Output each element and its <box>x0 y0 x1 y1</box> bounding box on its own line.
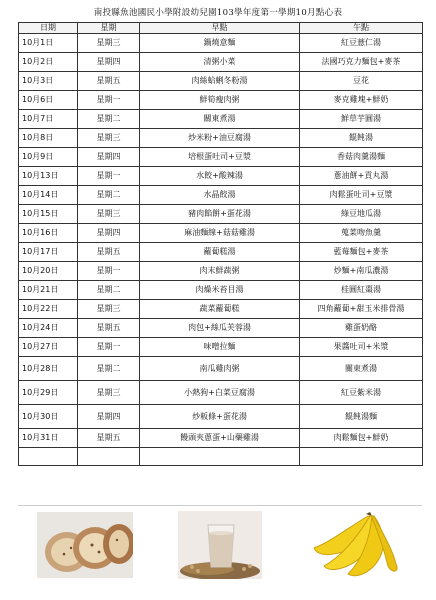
table-row <box>19 300 423 319</box>
afternoon-snack-cell: 紅豆紫米湯 <box>300 381 423 405</box>
table-row <box>19 224 423 243</box>
table-row <box>19 129 423 148</box>
morning-snack-cell: 蘿蔔糕湯 <box>140 243 300 262</box>
afternoon-snack-cell: 香菇肉羹湯麵 <box>300 148 423 167</box>
date-cell: 10月6日 <box>19 91 78 110</box>
weekday-cell: 星期五 <box>78 72 140 91</box>
menu-title: 南投縣魚池國民小學附設幼兒園103學年度第一學期10月點心表 <box>93 8 343 18</box>
morning-snack-cell: 水餃+酸辣湯 <box>140 167 300 186</box>
afternoon-snack-cell: 蔥油餅+貢丸湯 <box>300 167 423 186</box>
afternoon-snack-cell: 桂圓紅棗湯 <box>300 281 423 300</box>
afternoon-snack-cell: 肉鬆麵包+鮮奶 <box>300 429 423 448</box>
morning-snack-cell: 小熱狗+白菜豆腐湯 <box>140 381 300 405</box>
banana-photo <box>287 506 422 583</box>
morning-snack-cell: 炒米粉+油豆腐湯 <box>140 129 300 148</box>
snack-menu-table <box>18 22 423 466</box>
weekday-cell: 星期一 <box>78 91 140 110</box>
table-row <box>19 381 423 405</box>
table-row <box>19 148 423 167</box>
afternoon-snack-cell: 藍莓麵包+麥茶 <box>300 243 423 262</box>
table-row <box>19 205 423 224</box>
afternoon-snack-cell: 四角蘿蔔+甜玉米排骨湯 <box>300 300 423 319</box>
weekday-cell: 星期五 <box>78 429 140 448</box>
table-row <box>19 338 423 357</box>
weekday-cell: 星期三 <box>78 205 140 224</box>
afternoon-snack-cell: 鮮草芋圓湯 <box>300 110 423 129</box>
afternoon-snack-cell: 法國巧克力麵包+麥茶 <box>300 53 423 72</box>
weekday-cell: 星期四 <box>78 53 140 72</box>
afternoon-snack-cell: 關東煮湯 <box>300 357 423 381</box>
morning-snack-cell: 肉絲蛤蜊冬粉湯 <box>140 72 300 91</box>
header-date: 日期 <box>19 23 78 34</box>
afternoon-snack-cell: 紅豆薏仁湯 <box>300 34 423 53</box>
table-row <box>19 429 423 448</box>
date-cell: 10月14日 <box>19 186 78 205</box>
date-cell: 10月15日 <box>19 205 78 224</box>
date-cell: 10月22日 <box>19 300 78 319</box>
date-cell: 10月3日 <box>19 72 78 91</box>
weekday-cell: 星期二 <box>78 357 140 381</box>
table-row <box>19 186 423 205</box>
soy-milk-photo <box>153 506 288 583</box>
date-cell: 10月31日 <box>19 429 78 448</box>
weekday-cell: 星期四 <box>78 405 140 429</box>
morning-snack-cell: 肉末鮮蔬粥 <box>140 262 300 281</box>
afternoon-snack-cell: 餛飩湯麵 <box>300 405 423 429</box>
afternoon-snack-cell: 果醬吐司+米漿 <box>300 338 423 357</box>
weekday-cell: 星期五 <box>78 319 140 338</box>
table-row <box>19 405 423 429</box>
food-photo-strip <box>18 505 422 583</box>
empty-cell <box>300 448 423 466</box>
bread-photo <box>18 506 153 583</box>
empty-cell <box>78 448 140 466</box>
afternoon-snack-cell: 蒐菜吻魚羹 <box>300 224 423 243</box>
morning-snack-cell: 鮮筍瘦肉粥 <box>140 91 300 110</box>
table-row <box>19 262 423 281</box>
header-weekday: 星期 <box>78 23 140 34</box>
morning-snack-cell: 炒粄條+蛋花湯 <box>140 405 300 429</box>
morning-snack-cell: 培根蛋吐司+豆漿 <box>140 148 300 167</box>
morning-snack-cell: 味噌拉麵 <box>140 338 300 357</box>
weekday-cell: 星期四 <box>78 148 140 167</box>
morning-snack-cell: 肉燥米苔目湯 <box>140 281 300 300</box>
afternoon-snack-cell: 雞蛋奶酪 <box>300 319 423 338</box>
date-cell: 10月28日 <box>19 357 78 381</box>
table-row <box>19 110 423 129</box>
table-row <box>19 91 423 110</box>
date-cell: 10月2日 <box>19 53 78 72</box>
weekday-cell: 星期二 <box>78 281 140 300</box>
date-cell: 10月24日 <box>19 319 78 338</box>
empty-row <box>19 448 423 466</box>
morning-snack-cell: 鍋燒意麵 <box>140 34 300 53</box>
weekday-cell: 星期一 <box>78 167 140 186</box>
afternoon-snack-cell: 綠豆地瓜湯 <box>300 205 423 224</box>
banana-icon <box>308 508 402 582</box>
table-row <box>19 167 423 186</box>
date-cell: 10月17日 <box>19 243 78 262</box>
weekday-cell: 星期四 <box>78 224 140 243</box>
morning-snack-cell: 麻油麵線+菇菇雞湯 <box>140 224 300 243</box>
date-cell: 10月7日 <box>19 110 78 129</box>
header-morning-snack: 早點 <box>140 23 300 34</box>
weekday-cell: 星期二 <box>78 110 140 129</box>
morning-snack-cell: 豬肉餡餅+蛋花湯 <box>140 205 300 224</box>
weekday-cell: 星期一 <box>78 262 140 281</box>
table-row <box>19 243 423 262</box>
table-row <box>19 53 423 72</box>
afternoon-snack-cell: 肉鬆蛋吐司+豆漿 <box>300 186 423 205</box>
empty-cell <box>19 448 78 466</box>
date-cell: 10月30日 <box>19 405 78 429</box>
weekday-cell: 星期三 <box>78 381 140 405</box>
morning-snack-cell: 清粥小菜 <box>140 53 300 72</box>
weekday-cell: 星期五 <box>78 243 140 262</box>
afternoon-snack-cell: 炒麵+南瓜濃湯 <box>300 262 423 281</box>
table-row <box>19 34 423 53</box>
empty-cell <box>140 448 300 466</box>
table-row <box>19 357 423 381</box>
date-cell: 10月21日 <box>19 281 78 300</box>
weekday-cell: 星期三 <box>78 34 140 53</box>
morning-snack-cell: 蔬菜蘿蔔糕 <box>140 300 300 319</box>
date-cell: 10月20日 <box>19 262 78 281</box>
date-cell: 10月13日 <box>19 167 78 186</box>
header-row <box>19 23 423 34</box>
morning-snack-cell: 水晶餃湯 <box>140 186 300 205</box>
header-afternoon-snack: 午點 <box>300 23 423 34</box>
afternoon-snack-cell: 麥克雞塊+鮮奶 <box>300 91 423 110</box>
weekday-cell: 星期三 <box>78 300 140 319</box>
table-row <box>19 281 423 300</box>
weekday-cell: 星期三 <box>78 129 140 148</box>
date-cell: 10月9日 <box>19 148 78 167</box>
date-cell: 10月16日 <box>19 224 78 243</box>
date-cell: 10月1日 <box>19 34 78 53</box>
date-cell: 10月8日 <box>19 129 78 148</box>
morning-snack-cell: 饅頭夾蔥蛋+山藥雞湯 <box>140 429 300 448</box>
afternoon-snack-cell: 餛飩湯 <box>300 129 423 148</box>
morning-snack-cell: 肉包+絲瓜芙蓉湯 <box>140 319 300 338</box>
morning-snack-cell: 關東煮湯 <box>140 110 300 129</box>
soy-milk-icon <box>178 511 262 579</box>
morning-snack-cell: 南瓜雞肉粥 <box>140 357 300 381</box>
date-cell: 10月29日 <box>19 381 78 405</box>
table-row <box>19 319 423 338</box>
date-cell: 10月27日 <box>19 338 78 357</box>
afternoon-snack-cell: 豆花 <box>300 72 423 91</box>
table-row <box>19 72 423 91</box>
weekday-cell: 星期二 <box>78 186 140 205</box>
bread-icon <box>37 512 133 578</box>
weekday-cell: 星期一 <box>78 338 140 357</box>
